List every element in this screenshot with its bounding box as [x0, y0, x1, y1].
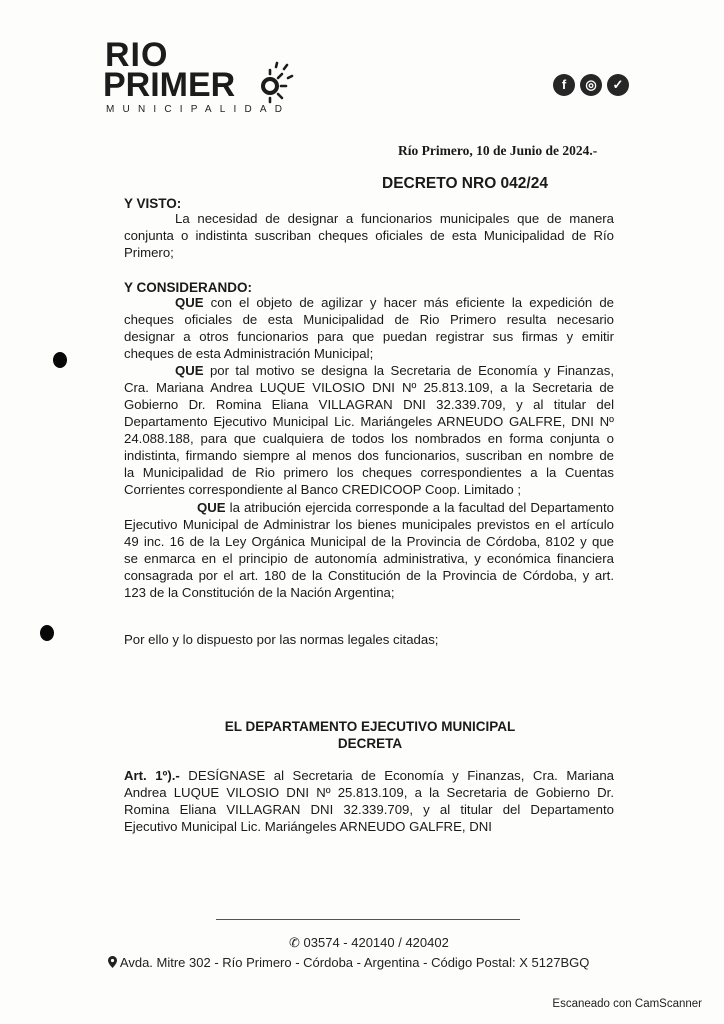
- articulo-1-line: Andrea LUQUE VILOSIO DNI Nº 25.813.109, a la Secretaria de Gobierno Dr.: [124, 785, 614, 800]
- considerando-line: Cra. Mariana Andrea LUQUE VILOSIO DNI Nº 25.813.109, a la Secretaria de: [124, 380, 614, 395]
- visto-line: La necesidad de designar a funcionarios municipales que de manera: [175, 211, 614, 226]
- considerando-text: la atribución ejercida corresponde a la facultad del Departamento: [225, 500, 614, 515]
- decreta-heading: DECRETA: [337, 736, 403, 751]
- footer-phone: [289, 935, 449, 951]
- facebook-icon[interactable]: f: [553, 74, 575, 96]
- logo-primero-text: PRIMER: [103, 66, 236, 104]
- twitter-icon[interactable]: ✓: [607, 74, 629, 96]
- considerando-text: con el objeto de agilizar y hacer más eficiente la expedición de: [203, 295, 614, 310]
- considerando-p2-first-line: [175, 363, 614, 380]
- considerando-p1-first-line: [175, 295, 614, 312]
- decreto-number-title: DECRETO NRO 042/24: [382, 175, 548, 192]
- considerando-line: la Municipalidad de Rio primero los cheques correspondientes a la Cuentas: [124, 465, 614, 480]
- location-pin-icon: [108, 956, 117, 968]
- considerando-line: Corrientes correspondiente al Banco CREDICOOP Coop. Limitado ;: [124, 482, 522, 497]
- document-date: Río Primero, 10 de Junio de 2024.-: [398, 143, 598, 158]
- que-keyword: QUE: [175, 295, 204, 310]
- logo-municipalidad-text: MUNICIPALIDAD: [106, 104, 291, 115]
- que-keyword: QUE: [197, 500, 226, 515]
- considerando-line: se enmarca en el principio de autonomía administrativa, y económica financiera: [124, 551, 614, 566]
- considerando-line: 49 inc. 16 de la Ley Orgánica Municipal de la Provincia de Córdoba, 8102 y que: [124, 534, 614, 549]
- articulo-1-text: DESÍGNASE al Secretaria de Economía y Finanzas, Cra. Mariana: [179, 768, 614, 783]
- visto-line: Primero;: [124, 245, 174, 260]
- por-ello-text: Por ello y lo dispuesto por las normas legales citadas;: [124, 632, 439, 647]
- camscanner-watermark: Escaneado con CamScanner: [552, 998, 702, 1010]
- que-keyword: QUE: [175, 363, 204, 378]
- punch-hole: [40, 625, 54, 641]
- considerando-heading: Y CONSIDERANDO:: [124, 280, 253, 295]
- articulo-1-label: Art. 1º).-: [124, 768, 180, 783]
- instagram-icon[interactable]: ◎: [580, 74, 602, 96]
- footer-phone-text: 03574 - 420140 / 420402: [303, 935, 449, 950]
- articulo-1-line: Romina Eliana VILLAGRAN DNI 32.339.709, y al titular del Departamento: [124, 802, 614, 817]
- punch-hole: [53, 352, 67, 368]
- considerando-line: consagrada por el art. 180 de la Constitución de la Provincia de Córdoba, y art.: [124, 568, 614, 583]
- considerando-line: Ejecutivo Municipal de Administrar los bienes municipales previstos en el artículo: [124, 517, 614, 532]
- considerando-line: 24.088.188, para que cualquiera de todos los nombrados en forma conjunta o: [124, 431, 614, 446]
- phone-icon: ✆: [289, 935, 300, 950]
- considerando-p3-first-line: [197, 500, 614, 517]
- considerando-line: designar a otros funcionarios para que puedan registrar sus firmas y emitir: [124, 329, 614, 344]
- considerando-line: 123 de la Constitución de la Nación Argentina;: [124, 585, 395, 600]
- considerando-text: por tal motivo se designa la Secretaria de Economía y Finanzas,: [203, 363, 614, 378]
- logo-rio-text: RIO: [105, 36, 169, 74]
- footer-address-text: Avda. Mitre 302 - Río Primero - Córdoba - Argentina - Código Postal: X 5127BGQ: [119, 955, 590, 970]
- sun-logo-icon: [254, 60, 294, 104]
- considerando-line: cheques oficiales de esta Municipalidad de Rio Primero resulta necesario: [124, 312, 614, 327]
- articulo-1-line: Ejecutivo Municipal Lic. Mariángeles ARNEUDO GALFRE, DNI: [124, 819, 492, 834]
- considerando-line: cheques de esta Administración Municipal;: [124, 346, 374, 361]
- footer-address: [108, 955, 589, 970]
- considerando-line: indistinta, firmando siempre al menos dos funcionarios, suscriban en nombre de: [124, 448, 614, 463]
- visto-heading: Y VISTO:: [124, 196, 182, 211]
- considerando-line: Departamento Ejecutivo Municipal Lic. Mariángeles ARNEUDO GALFRE, DNI Nº: [124, 414, 614, 429]
- footer-divider: [216, 919, 520, 920]
- departamento-heading: EL DEPARTAMENTO EJECUTIVO MUNICIPAL: [224, 719, 516, 734]
- visto-line: conjunta o indistinta suscriban cheques oficiales de esta Municipalidad de Río: [124, 228, 614, 243]
- articulo-1-first-line: [124, 768, 614, 785]
- considerando-line: Gobierno Dr. Romina Eliana VILLAGRAN DNI 32.339.709, y al titular del: [124, 397, 614, 412]
